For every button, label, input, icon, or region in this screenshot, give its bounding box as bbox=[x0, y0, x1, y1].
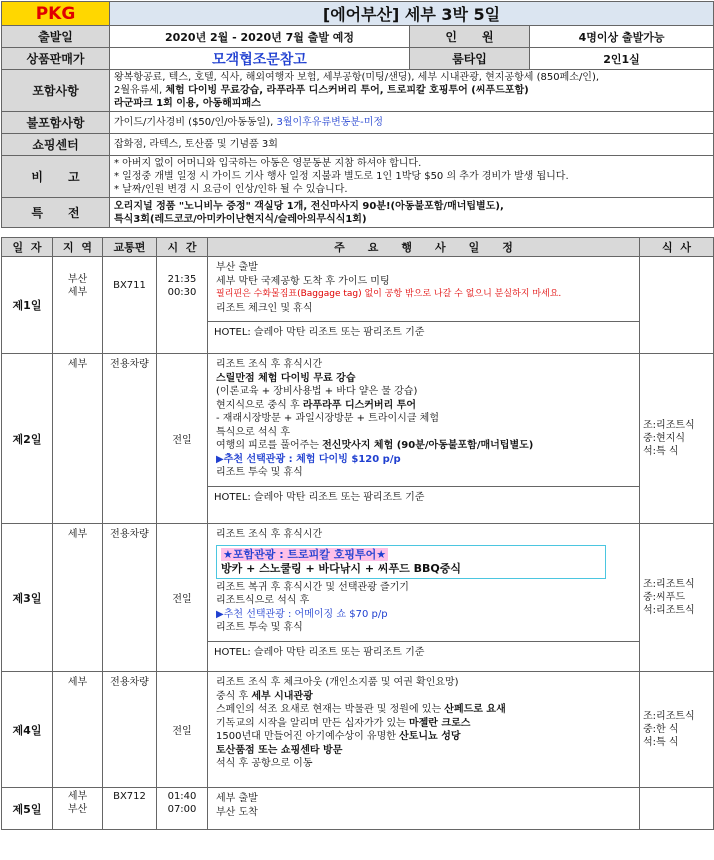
hotel-info: HOTEL: 슬레아 막탄 리조트 또는 팜리조트 기준 bbox=[208, 641, 639, 664]
day-row bbox=[2, 524, 714, 672]
excluded-label: 불포함사항 bbox=[2, 112, 110, 134]
time: 01:40 07:00 bbox=[157, 788, 208, 830]
transport: 전용차량 bbox=[103, 672, 157, 788]
time: 전일 bbox=[157, 354, 208, 524]
included-tour-box bbox=[216, 545, 606, 579]
day-plan: 부산 출발 세부 막탄 국제공항 도착 후 가이드 미팅 필리핀은 수화물짐표(Baggage tag) 없이 공항 밖으로 나갈 수 없으니 분실하지 마세요. 리조트 체크인 및 휴식 HOTEL: 슬레아 막탄 리조트 또는 팜리조트 기준 bbox=[208, 257, 640, 354]
meal bbox=[640, 788, 714, 830]
day-plan: 리조트 조식 후 휴식시간 ★포함관광 : 트로피칼 호핑투어★ 방카 + 스노쿨링 + 바다낚시 + 씨푸드 BBQ중식 리조트 복귀 후 휴식시간 및 선택관광 즐기기 리조트식으로 석식 후 ▶추천 선택관광 : 어메이징 쇼 $70 p/p 리조트 투숙 및 휴식 HOTEL: 슬레아 막탄 리조트 또는 팜리조트 기준 bbox=[208, 524, 640, 672]
day-plan: 리조트 조식 후 체크아웃 (개인소지품 및 여권 확인요망) 중식 후 세부 시내관광 스페인의 석조 요새로 현재는 박물관 및 정원에 있는 산페드로 요새 기독교의 시작을 알리며 만든 십자가가 있는 마젤란 크로스 1500년대 만들어진 아기예수상이 유명한 산토니뇨 성당 토산품점 또는 쇼핑센타 방문 석식 후 공항으로 이동 bbox=[208, 672, 640, 788]
included-line: 왕복항공료, 텍스, 호텔, 식사, 해외여행자 보험, 세부공항(미팅/샌딩), 세부 시내관광, 현지공항세 (850페소/인), bbox=[114, 72, 600, 83]
transport: 전용차량 bbox=[103, 524, 157, 672]
info-table bbox=[1, 1, 714, 228]
day-label: 제1일 bbox=[2, 257, 53, 354]
perk-label: 특 전 bbox=[2, 198, 110, 228]
day-row bbox=[2, 257, 714, 354]
time: 전일 bbox=[157, 524, 208, 672]
transport: BX712 bbox=[103, 788, 157, 830]
region: 세부 부산 bbox=[53, 788, 103, 830]
depart-label: 출발일 bbox=[2, 26, 110, 48]
day-plan: 리조트 조식 후 휴식시간 스릴만점 체험 다이빙 무료 강습 (이론교육 + 장비사용법 + 바다 얕은 물 강습) 현지식으로 중식 후 라푸라푸 디스커버리 투어 - 재래시장방문 + 과일시장방문 + 트라이시클 체험 특식으로 석식 후 여행의 피로를 풀어주는 전신맛사지 체험 (90분/아동불포함/매너팁별도) ▶추천 선택관광 : 체험 다이빙 $120 p/p 리조트 투숙 및 휴식 HOTEL: 슬레아 막탄 리조트 또는 팜리조트 기준 bbox=[208, 354, 640, 524]
itinerary-document bbox=[1, 1, 713, 830]
perk-value bbox=[110, 198, 714, 228]
day-row bbox=[2, 672, 714, 788]
transport: 전용차량 bbox=[103, 354, 157, 524]
region: 세부 bbox=[53, 672, 103, 788]
day-label: 제4일 bbox=[2, 672, 53, 788]
perk-line: 전신마사지 90분!(아동불포함/매너팁별도), bbox=[310, 200, 504, 212]
day-plan: 세부 출발 부산 도착 bbox=[208, 788, 640, 830]
col-day: 일 자 bbox=[2, 238, 53, 257]
note-line: * 일정중 개별 일정 시 가이드 기사 행사 일정 지불과 별도로 1인 1박당 $50 의 추가 경비가 발생 됩니다. bbox=[114, 171, 569, 182]
day-row bbox=[2, 788, 714, 830]
included-tour-title: ★포함관광 : 트로피칼 호핑투어★ bbox=[223, 547, 387, 561]
room-label: 룸타입 bbox=[410, 48, 530, 70]
price-label: 상품판매가 bbox=[2, 48, 110, 70]
col-transport: 교통편 bbox=[103, 238, 157, 257]
col-region: 지 역 bbox=[53, 238, 103, 257]
col-meal: 식 사 bbox=[640, 238, 714, 257]
meal bbox=[640, 257, 714, 354]
depart-value: 2020년 2월 - 2020년 7월 출발 예정 bbox=[110, 26, 410, 48]
price-value: 모객협조문참고 bbox=[110, 48, 410, 70]
included-line: 2월유류세, bbox=[114, 85, 166, 96]
baggage-warning: 필리핀은 수화물짐표(Baggage tag) 없이 공항 밖으로 나갈 수 없으니 분실하지 마세요. bbox=[216, 289, 562, 299]
shopping-value: 잡화점, 라텍스, 토산품 및 기념품 3회 bbox=[110, 134, 714, 156]
page-title: [에어부산] 세부 3박 5일 bbox=[110, 2, 714, 26]
col-plan: 주 요 행 사 일 정 bbox=[208, 238, 640, 257]
region: 부산 세부 bbox=[53, 257, 103, 354]
day-label: 제2일 bbox=[2, 354, 53, 524]
perk-line: 오리지널 정품 "노니비누 증정" 객실당 1개, bbox=[114, 200, 311, 212]
perk-line: 특식3회(레드코코/아미카이난현지식/슬레아의무식식1회) bbox=[114, 213, 367, 225]
excluded-text: 가이드/기사경비 ($50/인/아동동일), bbox=[114, 117, 277, 128]
transport: BX711 bbox=[103, 257, 157, 354]
included-line-bold: 체험 다이빙 무료강습, 라푸라푸 디스커버리 투어, 트로피칼 호핑투어 (씨푸드포함) bbox=[165, 85, 529, 96]
day-row bbox=[2, 354, 714, 524]
people-label: 인 원 bbox=[410, 26, 530, 48]
note-line: * 날짜/인원 변경 시 요금이 인상/인하 될 수 있습니다. bbox=[114, 184, 348, 195]
hotel-info: HOTEL: 슬레아 막탄 리조트 또는 팜리조트 기준 bbox=[208, 321, 639, 344]
note-line: * 아버지 없이 어머니와 입국하는 아동은 영문동분 지참 하셔야 합니다. bbox=[114, 158, 422, 169]
region: 세부 bbox=[53, 354, 103, 524]
day-label: 제5일 bbox=[2, 788, 53, 830]
included-label: 포함사항 bbox=[2, 70, 110, 112]
excluded-fuel-note: 3월이후유류변동분-미정 bbox=[276, 117, 384, 128]
excluded-value bbox=[110, 112, 714, 134]
note-value bbox=[110, 156, 714, 198]
day-label: 제3일 bbox=[2, 524, 53, 672]
optional-tour: ▶추천 선택관광 : 체험 다이빙 $120 p/p bbox=[216, 453, 401, 465]
region: 세부 bbox=[53, 524, 103, 672]
people-value: 4명이상 출발가능 bbox=[530, 26, 714, 48]
hotel-info: HOTEL: 슬레아 막탄 리조트 또는 팜리조트 기준 bbox=[208, 486, 639, 509]
meal: 조:리조트식 중:현지식 석:특 식 bbox=[640, 354, 714, 524]
time: 21:35 00:30 bbox=[157, 257, 208, 354]
pkg-badge: PKG bbox=[2, 2, 110, 26]
included-line-bold: 라군파크 1회 이용, 아동해피패스 bbox=[114, 98, 261, 109]
included-value bbox=[110, 70, 714, 112]
meal: 조:리조트식 중:씨푸드 석:리조트식 bbox=[640, 524, 714, 672]
room-value: 2인1실 bbox=[530, 48, 714, 70]
meal: 조:리조트식 중:한 식 석:특 식 bbox=[640, 672, 714, 788]
time: 전일 bbox=[157, 672, 208, 788]
col-time: 시 간 bbox=[157, 238, 208, 257]
optional-tour: ▶추천 선택관광 : 어메이징 쇼 $70 p/p bbox=[216, 608, 388, 620]
shopping-label: 쇼핑센터 bbox=[2, 134, 110, 156]
included-tour-detail: 방카 + 스노쿨링 + 바다낚시 + 씨푸드 BBQ중식 bbox=[221, 562, 461, 575]
schedule-table bbox=[1, 237, 714, 830]
note-label: 비 고 bbox=[2, 156, 110, 198]
